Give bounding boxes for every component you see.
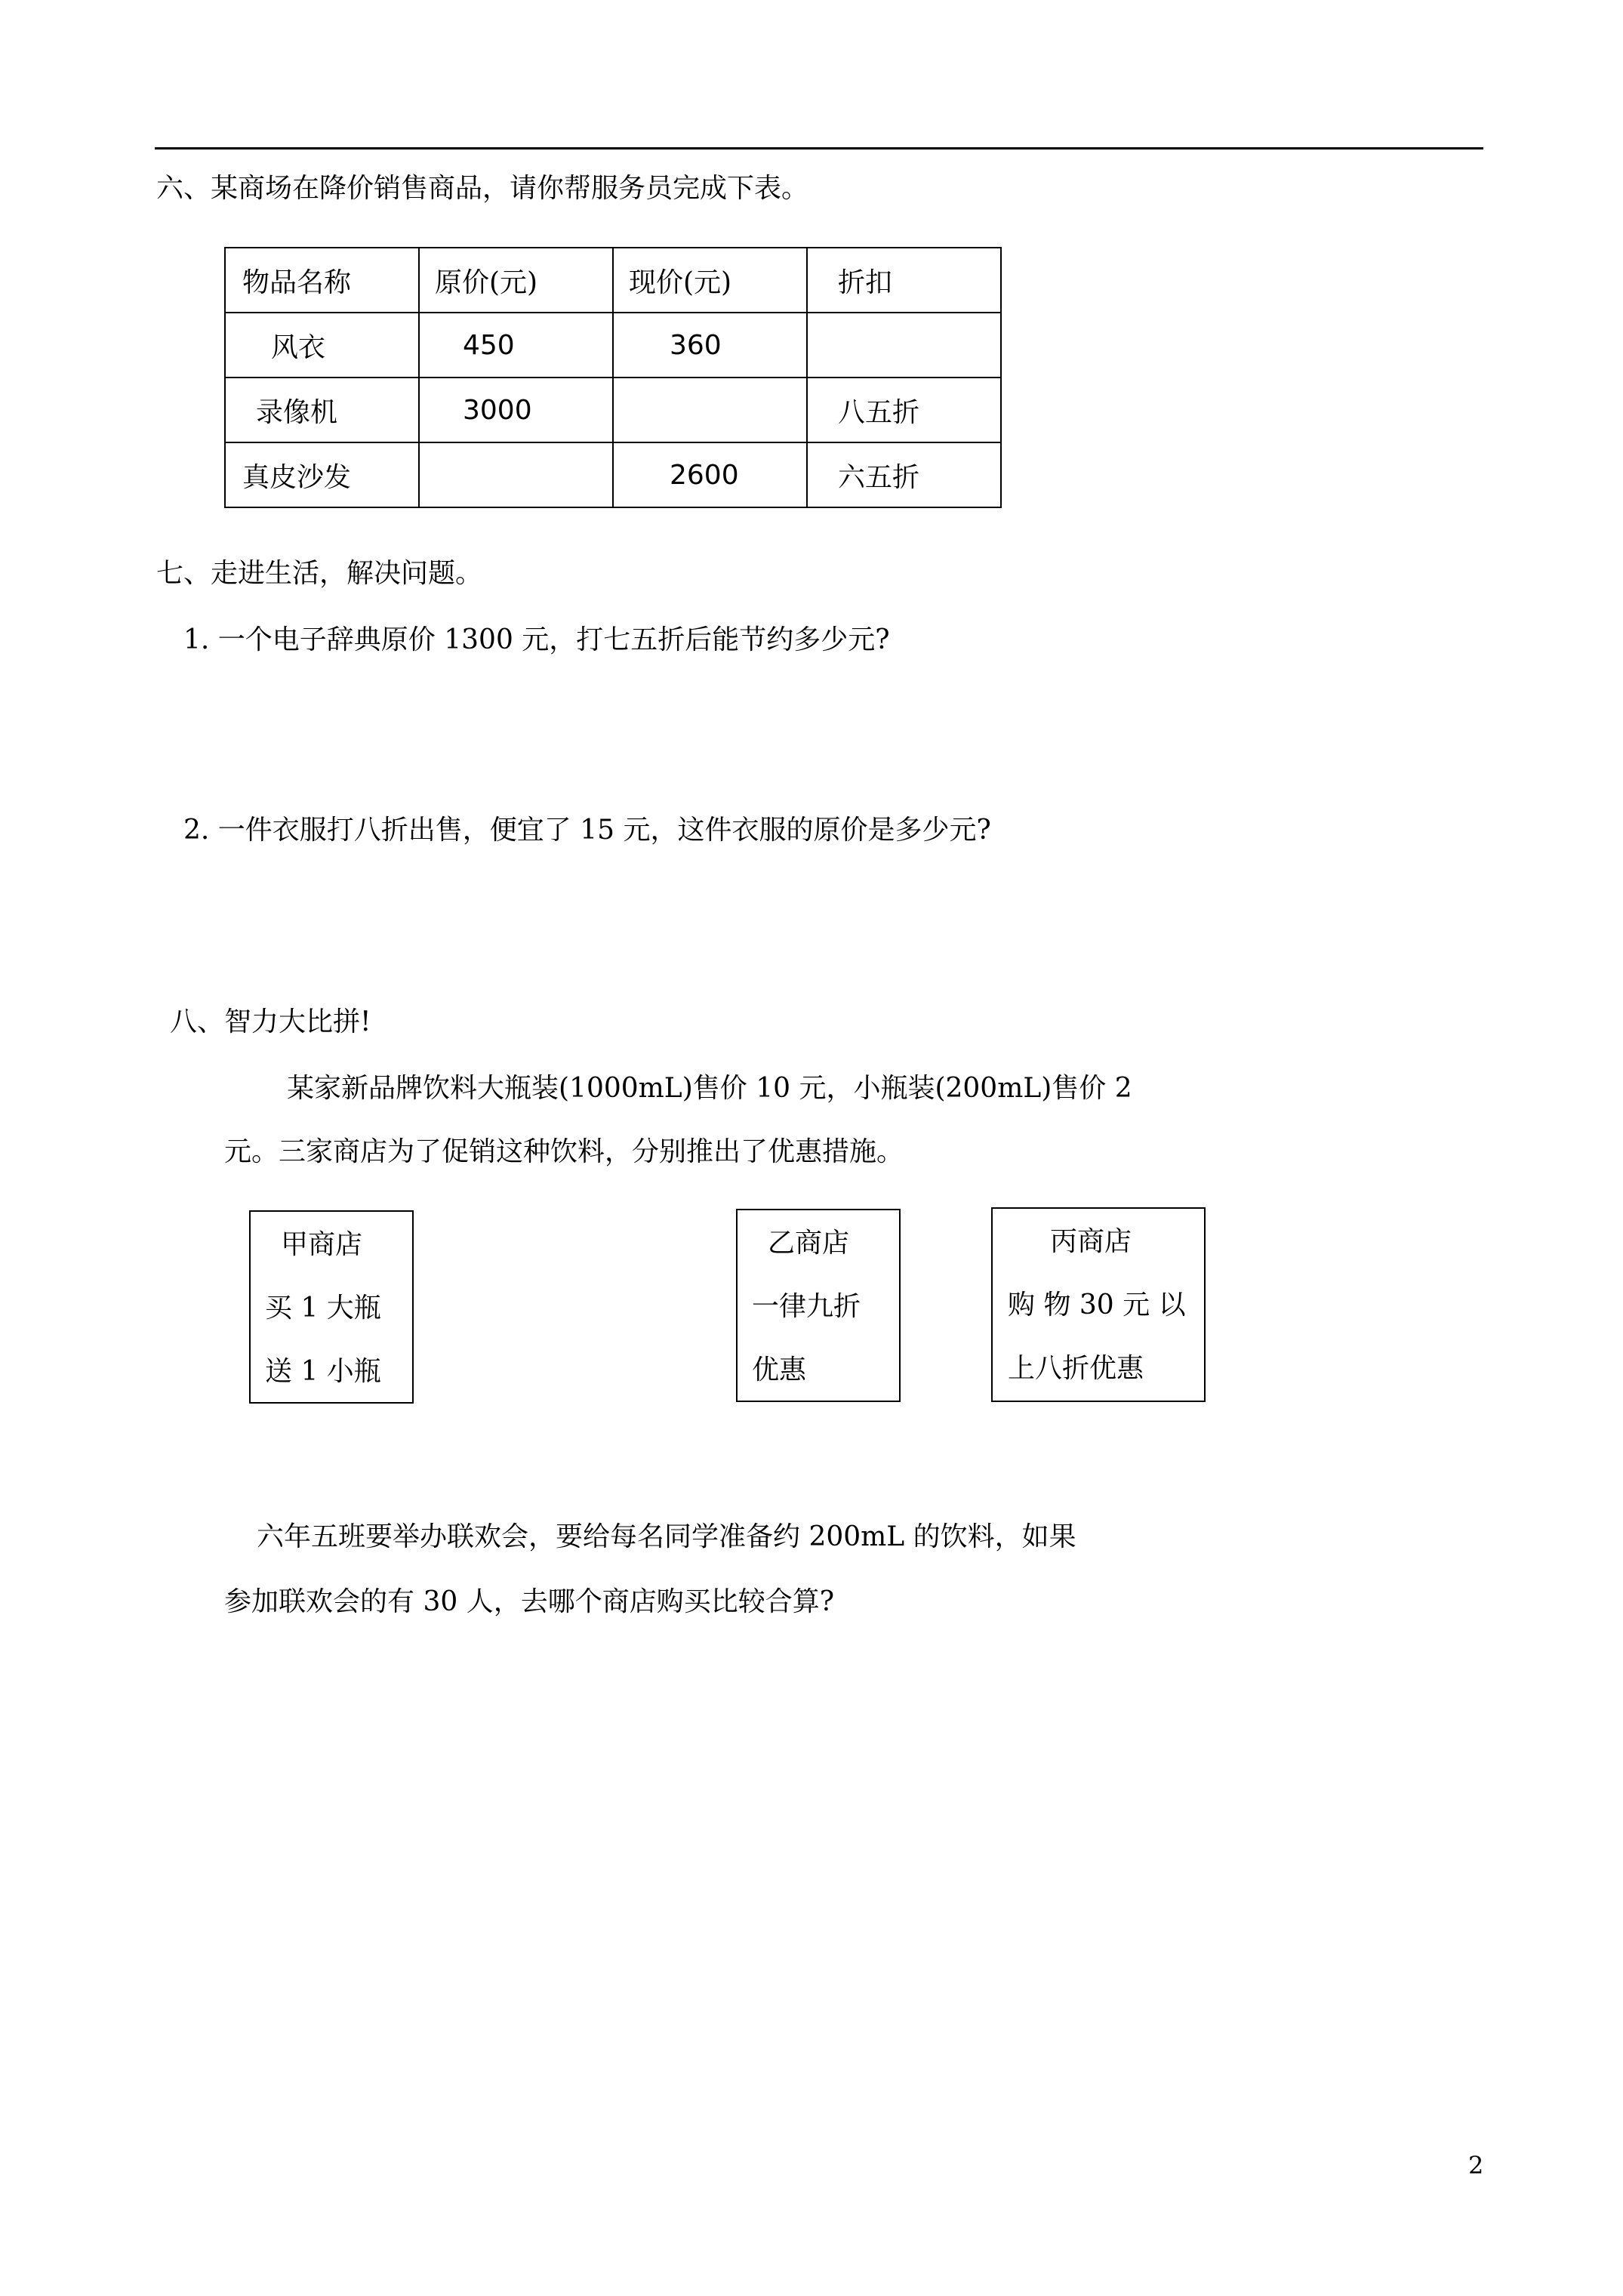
header-original-price: 原价(元): [419, 248, 613, 313]
table-cell: 450: [419, 313, 613, 378]
section-8-intro-line-1: 某家新品牌饮料大瓶装(1000mL)售价 10 元，小瓶装(200mL)售价 2: [287, 1073, 1132, 1104]
table-cell: 录像机: [225, 378, 419, 442]
header-current-price: 现价(元): [613, 248, 807, 313]
table-cell: 2600: [613, 442, 807, 507]
store-offer-line-2: 上八折优惠: [1008, 1353, 1144, 1384]
header-discount: 折扣: [807, 248, 1001, 313]
price-table: [224, 247, 1002, 508]
table-cell: 360: [613, 313, 807, 378]
section-8-intro-line-2: 元。三家商店为了促销这种饮料，分别推出了优惠措施。: [224, 1136, 904, 1167]
table-cell: 六五折: [807, 442, 1001, 507]
table-header-row: [225, 248, 1001, 313]
section-7-title: 七、走进生活，解决问题。: [156, 558, 483, 589]
store-name: 乙商店: [768, 1228, 850, 1259]
store-offer-line-2: 优惠: [752, 1354, 807, 1385]
table-cell: 3000: [419, 378, 613, 442]
store-card-yi: [736, 1209, 901, 1402]
store-name: 丙商店: [1050, 1226, 1132, 1257]
store-card-jia: [249, 1210, 414, 1404]
table-cell: 风衣: [225, 313, 419, 378]
table-cell: [419, 442, 613, 507]
question-1: 1. 一个电子辞典原价 1300 元，打七五折后能节约多少元?: [183, 624, 890, 655]
table-cell: [807, 313, 1001, 378]
store-offer-line-1: 买 1 大瓶: [265, 1293, 381, 1324]
table-cell: 真皮沙发: [225, 442, 419, 507]
section-8-question-line-1: 六年五班要举办联欢会，要给每名同学准备约 200mL 的饮料，如果: [257, 1521, 1076, 1552]
store-offer-line-1: 一律九折: [752, 1291, 861, 1322]
section-6-title: 六、某商场在降价销售商品，请你帮服务员完成下表。: [156, 173, 809, 204]
section-8-title: 八、智力大比拼!: [170, 1006, 371, 1037]
section-8-question-line-2: 参加联欢会的有 30 人，去哪个商店购买比较合算?: [224, 1586, 834, 1617]
table-cell: 八五折: [807, 378, 1001, 442]
table-cell: [613, 378, 807, 442]
store-offer-line-1: 购 物 30 元 以: [1008, 1290, 1186, 1321]
store-offer-line-2: 送 1 小瓶: [265, 1356, 381, 1387]
question-2: 2. 一件衣服打八折出售，便宜了 15 元，这件衣服的原价是多少元?: [183, 815, 991, 846]
top-rule: [155, 147, 1483, 149]
page-number: 2: [1468, 2151, 1484, 2180]
table-row: [225, 442, 1001, 507]
store-name: 甲商店: [281, 1229, 363, 1260]
store-card-bing: [991, 1207, 1206, 1402]
header-item-name: 物品名称: [225, 248, 419, 313]
table-row: [225, 313, 1001, 378]
table-row: [225, 378, 1001, 442]
